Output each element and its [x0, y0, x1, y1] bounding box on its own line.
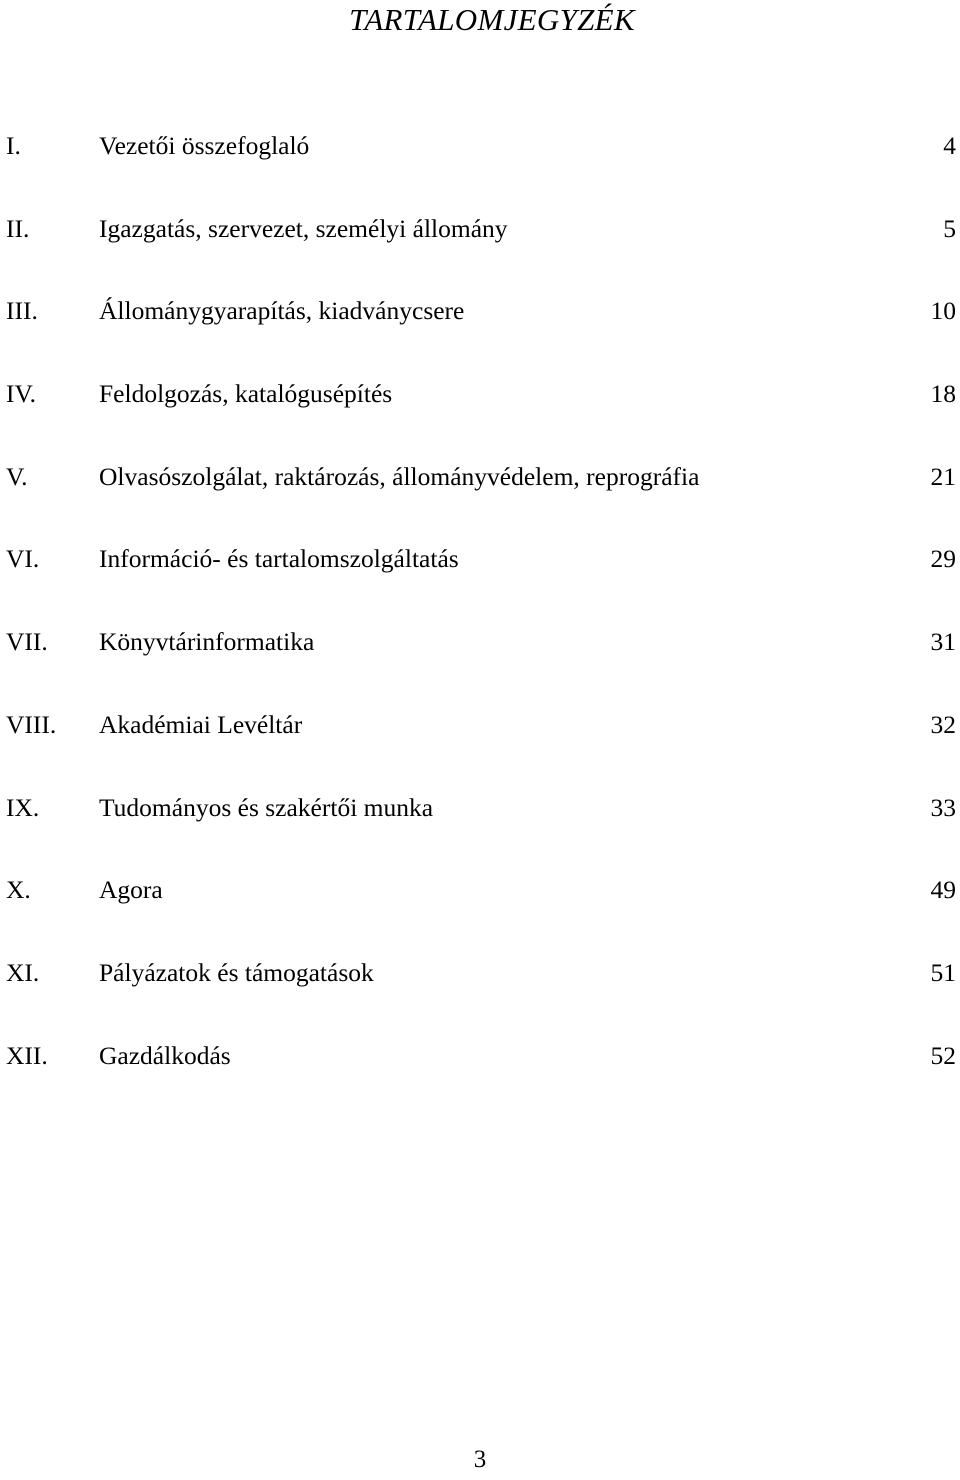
toc-entry: [0, 788, 960, 871]
toc-entry: [0, 291, 960, 374]
toc-entry-number: IV.: [6, 379, 36, 409]
toc-entry: [0, 870, 960, 953]
page-title: TARTALOMJEGYZÉK: [349, 2, 635, 37]
toc-entry: [0, 705, 960, 788]
toc-entry-title: Pályázatok és támogatások: [99, 957, 374, 987]
toc-entry-title: Információ- és tartalomszolgáltatás: [99, 544, 459, 574]
toc-entry-page: 52: [930, 1040, 956, 1070]
toc-entry-number: VII.: [6, 627, 48, 657]
toc-entry-page: 21: [930, 461, 956, 491]
toc-entry-number: V.: [6, 461, 28, 491]
table-of-contents: [0, 126, 960, 1118]
toc-entry-title: Feldolgozás, katalógusépítés: [99, 379, 393, 409]
toc-entry-page: 5: [943, 213, 956, 243]
toc-entry-title: Könyvtárinformatika: [99, 627, 315, 657]
toc-entry: [0, 1036, 960, 1119]
toc-entry: [0, 622, 960, 705]
toc-entry-title: Vezetői összefoglaló: [99, 131, 310, 160]
toc-entry: [0, 539, 960, 622]
toc-entry: [0, 374, 960, 457]
toc-entry-title: Igazgatás, szervezet, személyi állomány: [99, 213, 508, 243]
toc-entry-number: X.: [6, 875, 31, 905]
toc-entry: [0, 953, 960, 1036]
toc-entry-page: 32: [930, 709, 956, 739]
toc-entry-page: 51: [930, 957, 956, 987]
toc-entry-number: XII.: [6, 1040, 48, 1070]
toc-entry-title: Gazdálkodás: [99, 1040, 231, 1070]
toc-entry-page: 29: [930, 544, 956, 574]
toc-entry-page: 33: [930, 792, 956, 822]
toc-entry: [0, 209, 960, 292]
toc-entry-page: 18: [930, 379, 956, 409]
toc-entry-title: Agora: [99, 875, 163, 905]
toc-entry-number: I.: [6, 131, 21, 160]
toc-entry-title: Olvasószolgálat, raktározás, állományvédelem, reprográfia: [99, 461, 700, 491]
toc-entry-page: 31: [930, 627, 956, 657]
toc-entry: [0, 457, 960, 540]
toc-entry: [0, 126, 960, 209]
toc-entry-number: VI.: [6, 544, 40, 574]
toc-entry-number: XI.: [6, 957, 40, 987]
toc-entry-number: VIII.: [6, 709, 57, 739]
toc-entry-title: Állománygyarapítás, kiadványcsere: [99, 296, 465, 326]
toc-entry-number: II.: [6, 213, 30, 243]
page-number: 3: [473, 1446, 487, 1473]
toc-entry-page: 49: [930, 875, 956, 905]
toc-entry-number: IX.: [6, 792, 40, 822]
toc-entry-number: III.: [6, 296, 38, 326]
toc-entry-page: 4: [943, 131, 956, 160]
toc-entry-page: 10: [930, 296, 956, 326]
toc-entry-title: Tudományos és szakértői munka: [99, 792, 434, 822]
toc-entry-title: Akadémiai Levéltár: [99, 709, 303, 739]
